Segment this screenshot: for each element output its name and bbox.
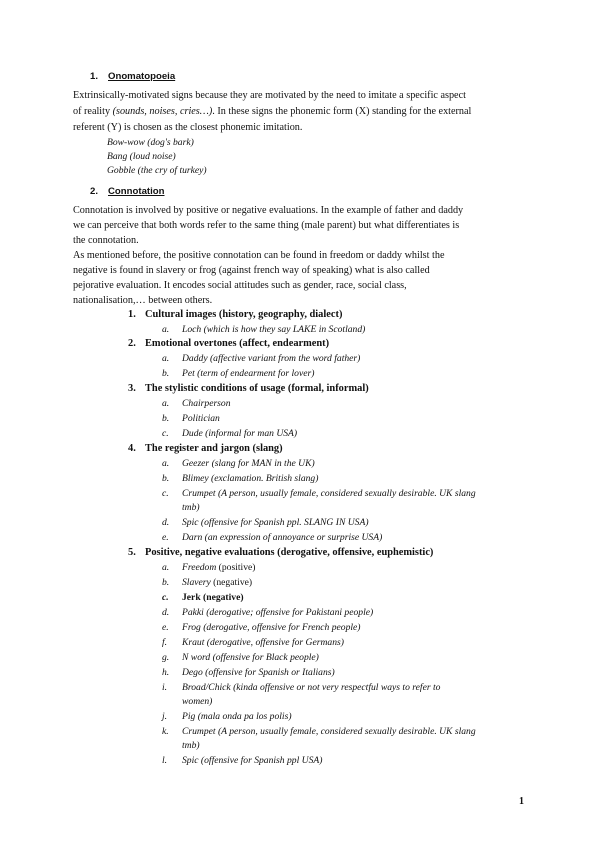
paragraph-line: Connotation is involved by positive or negative evaluations. In the example of father and daddy xyxy=(73,205,464,216)
section-heading-connotation xyxy=(90,186,164,197)
paragraph-line: As mentioned before, the positive connotation can be found in freedom or daddy whilst the xyxy=(73,250,445,261)
paragraph-line: pejorative evaluation. It encodes social attitudes such as gender, race, social class, xyxy=(73,280,407,291)
page-number: 1 xyxy=(519,796,524,807)
document-page: 1. Onomatopoeia Extrinsically-motivated signs because they are motivated by the need to imitate a specific aspect of reality (sounds, noises, cries…). In these signs the phonemic form (X) standing for the external referent (Y) is chosen as the closest phonemic imitation. Bow-wow (dog's bark) Bang (loud noise) Gobble (the cry of turkey) 2. Connotation Connotation is involved by positive or negative evaluations. In the example of father and daddy we can perceive that both words refer to the same thing (male parent) but what differentiates is the connotation. As mentioned before, the positive connotation can be found in freedom or daddy whilst the negative is found in slavery or frog (against french way of speaking) what is also called pejorative evaluation. It encodes social attitudes such as gender, race, social class, nationalisation,… between others. 1. Cultural images (history, geography, dialect) a. Loch (which is how they say LAKE in Scotland) 2. Emotional overtones (affect, endearment) a. Daddy (affective variant from the word father) b. Pet (term of endearment for lover) 3. The stylistic conditions of usage (formal, informal) a. Chairperson b. Politician c. Dude (informal for man USA) 4. The register and jargon (slang) a. Geezer (slang for MAN in the UK) b. Blimey (exclamation. British slang) c. Crumpet (A person, usually female, considered sexually desirable. UK slang tmb) d. Spic (offensive for Spanish ppl. SLANG IN USA) e. Darn (an expression of annoyance or surprise USA) 5. Positive, negative evaluations (derogative, offensive, euphemistic) a. Freedom (positive) b. Slavery (negative) c. Jerk (negative) d. Pakki (derogative; offensive for Pakistani people) e. Frog (derogative, offensive for French people) f. Kraut (derogative, offensive for Germans) g. N word (offensive for Black people) h. Dego (offensive for Spanish or Italians) i. Broad/Chick (kinda offensive or not very respectful ways to refer to women) j. Pig (mala onda pa los polis) k. Crumpet (A person, usually female, considered sexually desirable. UK slang tmb) l. Spic (offensive for Spanish ppl USA) 1 xyxy=(0,0,600,848)
paragraph-line: we can perceive that both words refer to the same thing (male parent) but what differentiates is xyxy=(73,220,460,231)
category-heading: 5. Positive, negative evaluations (derogative, offensive, euphemistic) xyxy=(128,547,434,558)
section-number: 2. xyxy=(90,186,99,197)
category-heading: 1. Cultural images (history, geography, dialect) xyxy=(128,309,343,320)
section-number: 1. xyxy=(90,71,99,82)
paragraph-line: referent (Y) is chosen as the closest phonemic imitation. xyxy=(73,122,303,133)
section-heading-onomatopoeia xyxy=(90,71,175,82)
section-title: Onomatopoeia xyxy=(108,71,176,82)
section-title: Connotation xyxy=(108,186,165,197)
example-item: Bow-wow (dog's bark) xyxy=(107,137,194,148)
paragraph-line: of reality (sounds, noises, cries…). In these signs the phonemic form (X) standing for the external xyxy=(73,106,472,117)
paragraph-line: nationalisation,… between others. xyxy=(73,295,213,306)
paragraph-line: negative is found in slavery or frog (against french way of speaking) what is also called xyxy=(73,265,430,276)
example-item: Gobble (the cry of turkey) xyxy=(107,165,207,176)
category-heading: 4. The register and jargon (slang) xyxy=(128,443,283,454)
category-heading: 3. The stylistic conditions of usage (formal, informal) xyxy=(128,383,369,394)
example-item: Bang (loud noise) xyxy=(107,151,176,162)
paragraph-line: Extrinsically-motivated signs because they are motivated by the need to imitate a specific aspect xyxy=(73,90,466,101)
category-heading: 2. Emotional overtones (affect, endearment) xyxy=(128,338,330,349)
paragraph-line: the connotation. xyxy=(73,235,139,246)
